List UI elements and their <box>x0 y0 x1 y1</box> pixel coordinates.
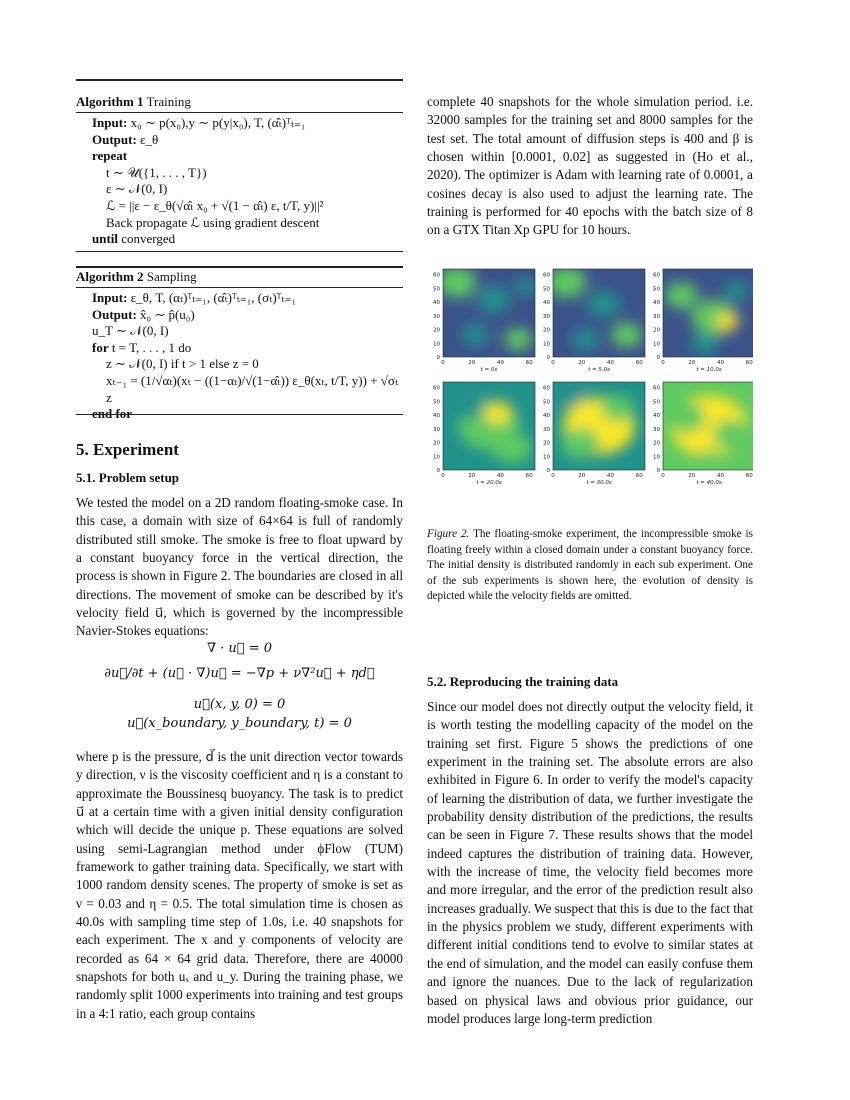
figure-panel <box>653 269 753 373</box>
y-tick-label: 20 <box>653 327 660 334</box>
y-tick-label: 20 <box>653 440 660 447</box>
y-tick-label: 50 <box>653 286 660 293</box>
y-tick-label: 30 <box>543 426 550 433</box>
algorithm2-mid-rule <box>76 287 403 288</box>
y-tick-label: 20 <box>543 327 550 334</box>
x-tick-label: 0 <box>441 360 445 366</box>
panel-time-label: t = 10.0s <box>696 367 722 373</box>
y-tick-label: 10 <box>433 454 440 461</box>
x-tick-label: 0 <box>551 360 555 366</box>
algorithm2-bottom-rule <box>76 414 403 415</box>
equation-initial-condition: u⃗(x, y, 0) = 0 <box>193 697 286 712</box>
x-tick-label: 60 <box>635 473 643 479</box>
y-tick-label: 20 <box>433 440 440 447</box>
figure-2-caption: Figure 2. The floating-smoke experiment, the incompressible smoke is floating freely within a closed domain under a constant buoyancy force. The initial density is distributed randomly in each sub experiment. One of the sub experiments is shown here, the evolution of density is depicted while the velocity fields are omitted. <box>427 528 753 603</box>
y-tick-label: 40 <box>543 300 550 306</box>
x-tick-label: 60 <box>635 360 643 366</box>
x-tick-label: 60 <box>525 360 533 366</box>
y-tick-label: 0 <box>436 468 440 474</box>
y-tick-label: 0 <box>546 468 550 474</box>
y-tick-label: 60 <box>433 385 440 392</box>
algorithm1-line: Back propagate ℒ using gradient descent <box>106 214 320 230</box>
equation-continuity: ∇ · u⃗ = 0 <box>206 641 273 656</box>
x-tick-label: 60 <box>525 473 533 479</box>
y-tick-label: 60 <box>653 272 660 279</box>
reproducing-training-paragraph: Since our model does not directly output the velocity field, it is worth testing the modelling capacity of the model on the training set first. Figure 5 shows the predictions of one experiment in the training set. The absolute errors are also exhibited in Figure 6. In order to verify the model's capacity of learning the distribution of data, we further investigate the probability density distribution of the predictions, the results can be seen in Figure 7. These results shows that the model indeed captures the distribution of training data. However, with the increase of time, the velocity field becomes more and more irregular, and the error of the prediction result also increases gradually. We suspect that this is due to the fact that in the physics problem we study, different experiments with different initial conditions tend to evolve to similar states at the end of simulation, and the model can easily confuse them and ignore the nuances. Due to the lack of regularization based on physical laws and obvious prior guidance, our model produces large long-term prediction <box>427 699 753 1026</box>
equation-momentum: ∂u⃗/∂t + (u⃗ · ∇)u⃗ = −∇p + ν∇²u⃗ + ηd⃗ <box>104 666 375 681</box>
algorithm1-title: Algorithm 1 Training <box>76 94 191 109</box>
y-tick-label: 10 <box>653 341 660 348</box>
figure-panel <box>433 267 537 373</box>
algorithm1-line: Input: x₀ ∼ p(x₀),y ∼ p(y|x₀), T, (α̂ₜ)ᵀₜ₌₁ <box>92 115 306 130</box>
y-tick-label: 0 <box>656 468 660 474</box>
algorithm2-line: Input: ε_θ, T, (αₜ)ᵀₜ₌₁, (α̂ₜ)ᵀₜ₌₁, (σₜ)ᵀₜ₌₁ <box>92 290 296 305</box>
y-tick-label: 30 <box>653 313 660 320</box>
algorithm1-bottom-rule <box>76 251 403 252</box>
algorithm1-top-rule <box>76 79 403 81</box>
y-tick-label: 40 <box>653 413 660 419</box>
x-tick-label: 40 <box>607 360 614 366</box>
y-tick-label: 30 <box>543 313 550 320</box>
algorithm1-line: until converged <box>92 231 176 247</box>
algorithm1-body <box>92 115 403 248</box>
y-tick-label: 0 <box>546 355 550 361</box>
section-5-heading: 5. Experiment <box>76 440 179 459</box>
panel-time-label: t = 5.0s <box>588 367 610 373</box>
equation-explanation-paragraph: where p is the pressure, d⃗ is the unit direction vector towards y direction, ν is the viscosity coefficient and η is a constant to approximate the Boussinesq buoyancy. The task is to predict u⃗ at a certain time with a given initial density configuration which will decide the unique p. These equations are solved using semi-Lagrangian method under ϕFlow (TUM) framework to gather training data. Specifically, we start with 1000 random density scenes. The property of smoke is set as ν = 0.03 and η = 0.5. The total simulation time is chosen as 40.0s with sampling time step of 1.0s, i.e. 40 snapshots for each experiment. The x and y components of velocity are recorded as 64 × 64 grid data. Therefore, there are 40000 snapshots for both uₓ and u_y. During the training phase, we randomly split 1000 experiments into training and test groups in a 4:1 ratio, each group contains <box>76 749 403 1021</box>
y-tick-label: 0 <box>436 355 440 361</box>
x-tick-label: 20 <box>468 360 476 366</box>
section-5-1-heading: 5.1. Problem setup <box>76 470 180 485</box>
training-details-paragraph: complete 40 snapshots for the whole simulation period. i.e. 32000 samples for the training set and 8000 samples for the test set. The total amount of diffusion steps is 400 and β is chosen within [0.0001, 0.02] as suggested in (Ho et al., 2020). The optimizer is Adam with learning rate of 0.0001, a cosines decay is also used to adjust the learning rate. The training is performed for 40 epochs with the batch size of 8 on a GTX Titan Xp GPU for 10 hours. <box>427 94 753 238</box>
equation-boundary-condition: u⃗(x_boundary, y_boundary, t) = 0 <box>127 716 352 731</box>
algorithm1-line: repeat <box>92 148 128 164</box>
y-tick-label: 40 <box>543 413 550 419</box>
algorithm2-line: for t = T, . . . , 1 do <box>92 339 192 355</box>
algorithm2-line: u_T ∼ 𝒩(0, I) <box>92 323 169 339</box>
y-tick-label: 20 <box>543 440 550 447</box>
algorithm2-line: end for <box>92 406 133 422</box>
panel-time-label: t = 0s <box>480 367 498 373</box>
algorithm1-line: ℒ = ||ε − ε_θ(√α̂ₜ x₀ + √(1 − α̂ₜ) ε, t/T, y)||² <box>106 197 324 213</box>
y-tick-label: 50 <box>433 286 440 293</box>
figure-2-label: Figure 2. <box>427 528 470 540</box>
y-tick-label: 50 <box>433 399 440 406</box>
panel-time-label: t = 30.0s <box>586 480 612 486</box>
y-tick-label: 10 <box>433 341 440 348</box>
y-tick-label: 50 <box>653 399 660 406</box>
panel-time-label: t = 40.0s <box>696 480 722 486</box>
y-tick-label: 30 <box>653 426 660 433</box>
x-tick-label: 40 <box>717 360 724 366</box>
figure-panel <box>543 267 645 373</box>
y-tick-label: 60 <box>543 385 550 392</box>
algorithm2-top-rule <box>76 266 403 268</box>
algorithm2-title: Algorithm 2 Sampling <box>76 269 197 284</box>
figure-panel <box>653 382 753 486</box>
x-tick-label: 40 <box>497 473 504 479</box>
x-tick-label: 60 <box>745 473 753 479</box>
algorithm2-body <box>92 290 403 423</box>
y-tick-label: 50 <box>543 286 550 293</box>
x-tick-label: 0 <box>441 473 445 479</box>
y-tick-label: 40 <box>653 300 660 306</box>
section-5-2-heading: 5.2. Reproducing the training data <box>427 674 619 689</box>
y-tick-label: 50 <box>543 399 550 406</box>
figure-2-smoke-density-grid <box>427 262 753 494</box>
x-tick-label: 0 <box>551 473 555 479</box>
y-tick-label: 60 <box>543 272 550 279</box>
x-tick-label: 60 <box>745 360 753 366</box>
problem-setup-paragraph: We tested the model on a 2D random floating-smoke case. In this case, a domain with size of 64×64 is full of randomly distributed still smoke. The smoke is free to float upward by a constant buoyancy force in the vertical direction, the process is shown in Figure 2. The boundaries are closed in all directions. The movement of smoke can be described by it's velocity field u⃗, which is governed by the incompressible Navier-Stokes equations: <box>76 495 403 639</box>
x-tick-label: 20 <box>688 473 696 479</box>
y-tick-label: 20 <box>433 327 440 334</box>
y-tick-label: 60 <box>653 385 660 392</box>
figure-panel <box>543 382 645 486</box>
figure-panel <box>433 382 535 486</box>
algorithm2-line: z ∼ 𝒩(0, I) if t > 1 else z = 0 <box>106 356 259 372</box>
algorithm2-line: Output: x̂₀ ∼ p̂(u₀) <box>92 306 195 322</box>
y-tick-label: 0 <box>656 355 660 361</box>
x-tick-label: 40 <box>717 473 724 479</box>
x-tick-label: 20 <box>578 473 586 479</box>
x-tick-label: 20 <box>578 360 586 366</box>
algorithm1-mid-rule <box>76 112 403 113</box>
x-tick-label: 0 <box>661 360 665 366</box>
x-tick-label: 20 <box>688 360 696 366</box>
y-tick-label: 40 <box>433 413 440 419</box>
x-tick-label: 40 <box>497 360 504 366</box>
algorithm1-line: Output: ε_θ <box>92 131 159 147</box>
y-tick-label: 10 <box>543 341 550 348</box>
y-tick-label: 30 <box>433 313 440 320</box>
x-tick-label: 0 <box>661 473 665 479</box>
y-tick-label: 60 <box>433 272 440 279</box>
y-tick-label: 40 <box>433 300 440 306</box>
y-tick-label: 30 <box>433 426 440 433</box>
panel-time-label: t = 20.0s <box>476 480 502 486</box>
y-tick-label: 10 <box>653 454 660 461</box>
y-tick-label: 10 <box>543 454 550 461</box>
algorithm2-line: xₜ₋₁ = (1/√αₜ)(xₜ − ((1−αₜ)/√(1−α̂ₜ)) ε_θ(xₜ, t/T, y)) + √σₜ z <box>106 372 399 405</box>
algorithm1-line: t ∼ 𝒰({1, . . . , T}) <box>106 164 207 180</box>
x-tick-label: 20 <box>468 473 476 479</box>
x-tick-label: 40 <box>607 473 614 479</box>
algorithm1-line: ε ∼ 𝒩(0, I) <box>106 181 168 197</box>
